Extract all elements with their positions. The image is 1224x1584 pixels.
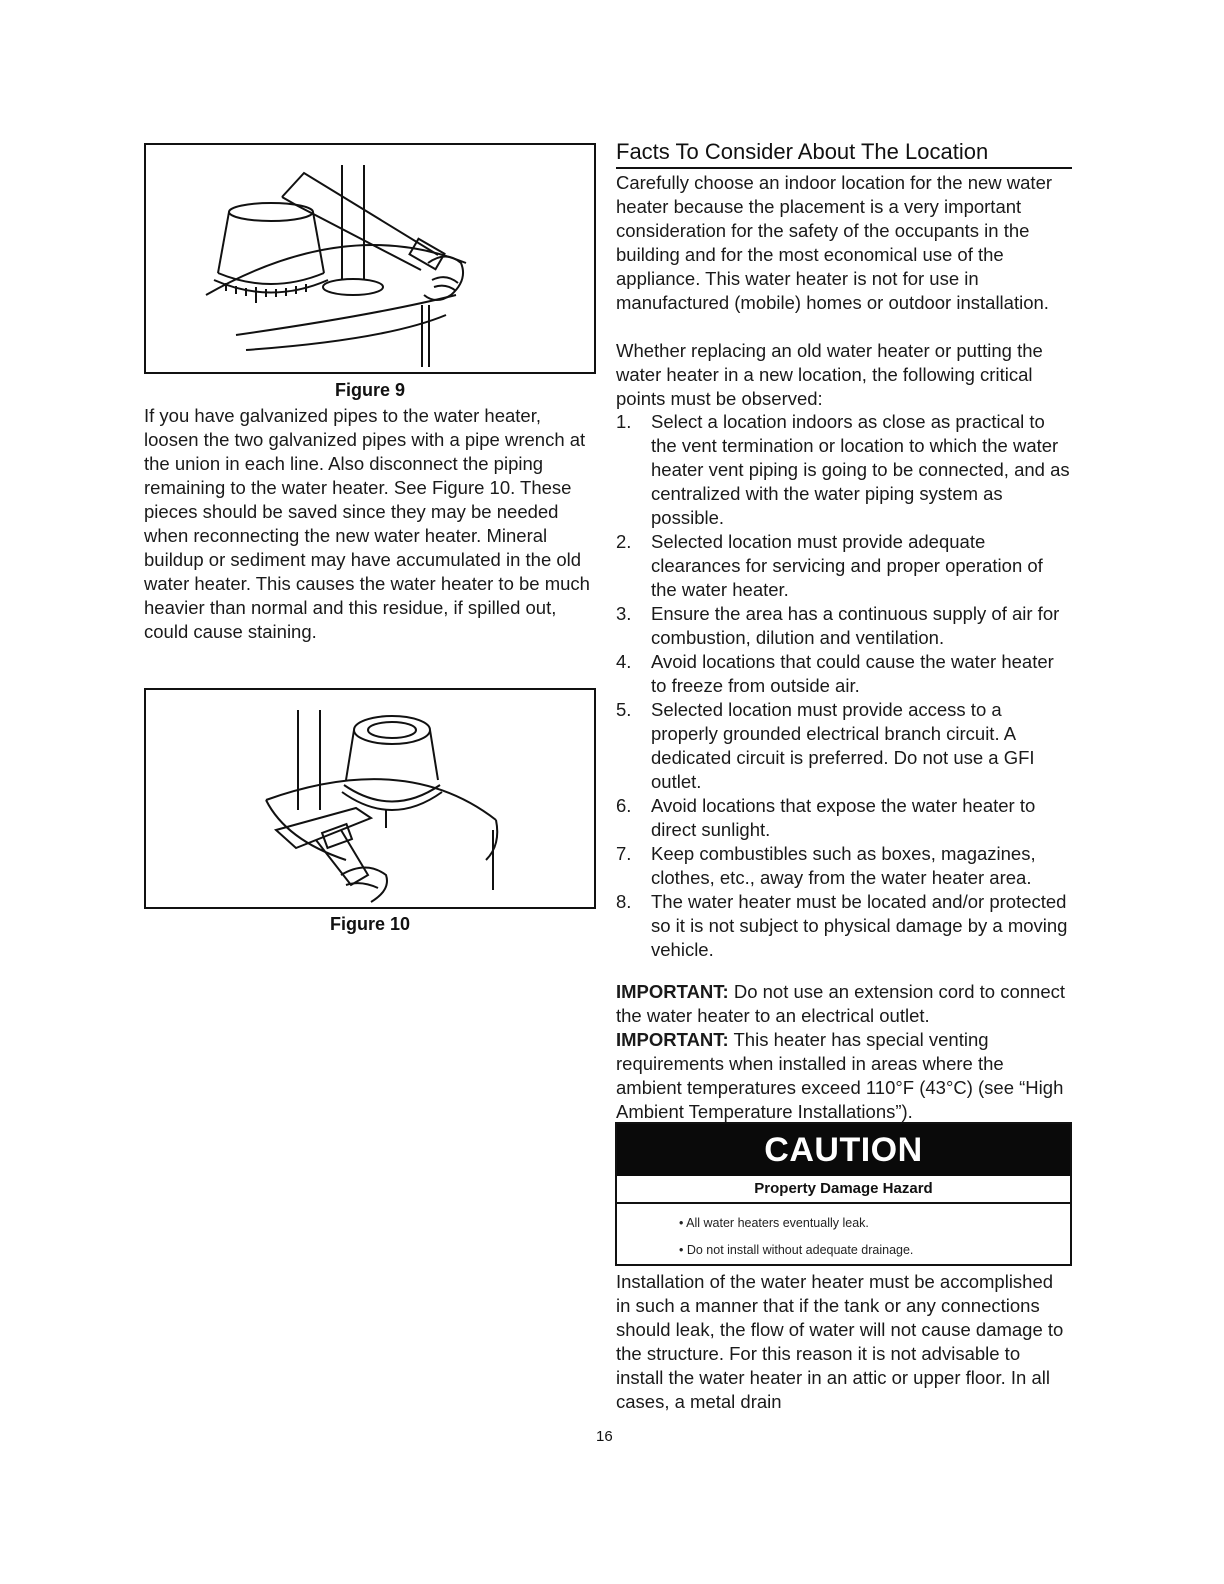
- pipe-saw-illustration-icon: [146, 145, 594, 372]
- left-paragraph: If you have galvanized pipes to the water heater, loosen the two galvanized pipes with a pipe wrench at the union in each line. Also disconnect the piping remaining to the water heater. See Figure 10. These pieces should be saved since they may be needed when reconnecting the new water heater. Mineral buildup or sediment may have accumulated in the old water heater. This causes the water heater to be much heavier than normal and this residue, if spilled out, could cause staining.: [144, 405, 590, 642]
- list-item: [616, 890, 1072, 962]
- list-item: [616, 602, 1072, 650]
- list-item-text: Select a location indoors as close as practical to the vent termination or location to which the water heater vent piping is going to be connected, and as centralized with the water piping system as possible.: [651, 411, 1070, 528]
- list-item-text: The water heater must be located and/or protected so it is not subject to physical damage by a moving vehicle.: [651, 891, 1068, 960]
- important-label: IMPORTANT:: [616, 981, 729, 1002]
- list-item: [616, 698, 1072, 794]
- list-item: [616, 650, 1072, 698]
- critical-points-list: [616, 410, 1072, 962]
- list-item-text: Keep combustibles such as boxes, magazines, clothes, etc., away from the water heater area.: [651, 843, 1036, 888]
- list-item: [616, 530, 1072, 602]
- list-item: [616, 794, 1072, 842]
- list-item-text: Selected location must provide adequate clearances for servicing and proper operation of the water heater.: [651, 531, 1043, 600]
- list-item-number: 7.: [616, 843, 632, 864]
- caution-hazard-title: Property Damage Hazard: [617, 1176, 1070, 1204]
- list-item-number: 2.: [616, 531, 632, 552]
- caution-bullet: • Do not install without adequate drainage.: [679, 1243, 914, 1257]
- figure-10-caption: Figure 10: [329, 914, 411, 934]
- list-item-number: 6.: [616, 795, 632, 816]
- list-item: [616, 842, 1072, 890]
- figure-9-caption: Figure 9: [334, 380, 405, 400]
- list-item-number: 8.: [616, 891, 632, 912]
- list-item-text: Ensure the area has a continuous supply of air for combustion, dilution and ventilation.: [651, 603, 1060, 648]
- list-item-text: Selected location must provide access to a properly grounded electrical branch circuit. A dedicated circuit is preferred. Do not use a GFI outlet.: [651, 699, 1035, 792]
- important-text: This heater has special venting requirements when installed in areas where the ambient temperatures exceed 110°F (43°C) (see “High Ambient Temperature Installations”).: [616, 1029, 1064, 1122]
- intro-paragraph-1: Carefully choose an indoor location for the new water heater because the placement is a very important consideration for the safety of the occupants in the building and for the most economical use of the appliance. This water heater is not for use in manufactured (mobile) homes or outdoor installation.: [616, 172, 1053, 313]
- list-item: [616, 410, 1072, 530]
- important-note-2: [616, 1028, 1068, 1124]
- important-text: Do not use an extension cord to connect the water heater to an electrical outlet.: [616, 981, 1066, 1026]
- figure-10-frame: [144, 688, 596, 909]
- figure-9-frame: [144, 143, 596, 374]
- list-item-number: 3.: [616, 603, 632, 624]
- closing-paragraph: Installation of the water heater must be accomplished in such a manner that if the tank or any connections should leak, the flow of water will not cause damage to the structure. For this reason it is not advisable to install the water heater in an attic or upper floor. In all cases, a metal drain: [616, 1271, 1064, 1412]
- page-number: 16: [596, 1428, 613, 1445]
- important-note-1: [616, 980, 1068, 1028]
- section-heading: Facts To Consider About The Location: [616, 138, 1072, 169]
- pipe-wrench-illustration-icon: [146, 690, 594, 907]
- list-item-text: Avoid locations that expose the water heater to direct sunlight.: [651, 795, 1036, 840]
- important-label: IMPORTANT:: [616, 1029, 729, 1050]
- caution-bullet: • All water heaters eventually leak.: [679, 1216, 869, 1230]
- caution-banner: CAUTION: [617, 1124, 1070, 1176]
- caution-bullets: [617, 1204, 1070, 1264]
- list-item-number: 4.: [616, 651, 632, 672]
- intro-paragraph-2: Whether replacing an old water heater or putting the water heater in a new location, the following critical points must be observed:: [616, 340, 1043, 409]
- list-item-number: 1.: [616, 411, 632, 432]
- list-item-text: Avoid locations that could cause the water heater to freeze from outside air.: [651, 651, 1054, 696]
- caution-box: [615, 1122, 1072, 1266]
- list-item-number: 5.: [616, 699, 632, 720]
